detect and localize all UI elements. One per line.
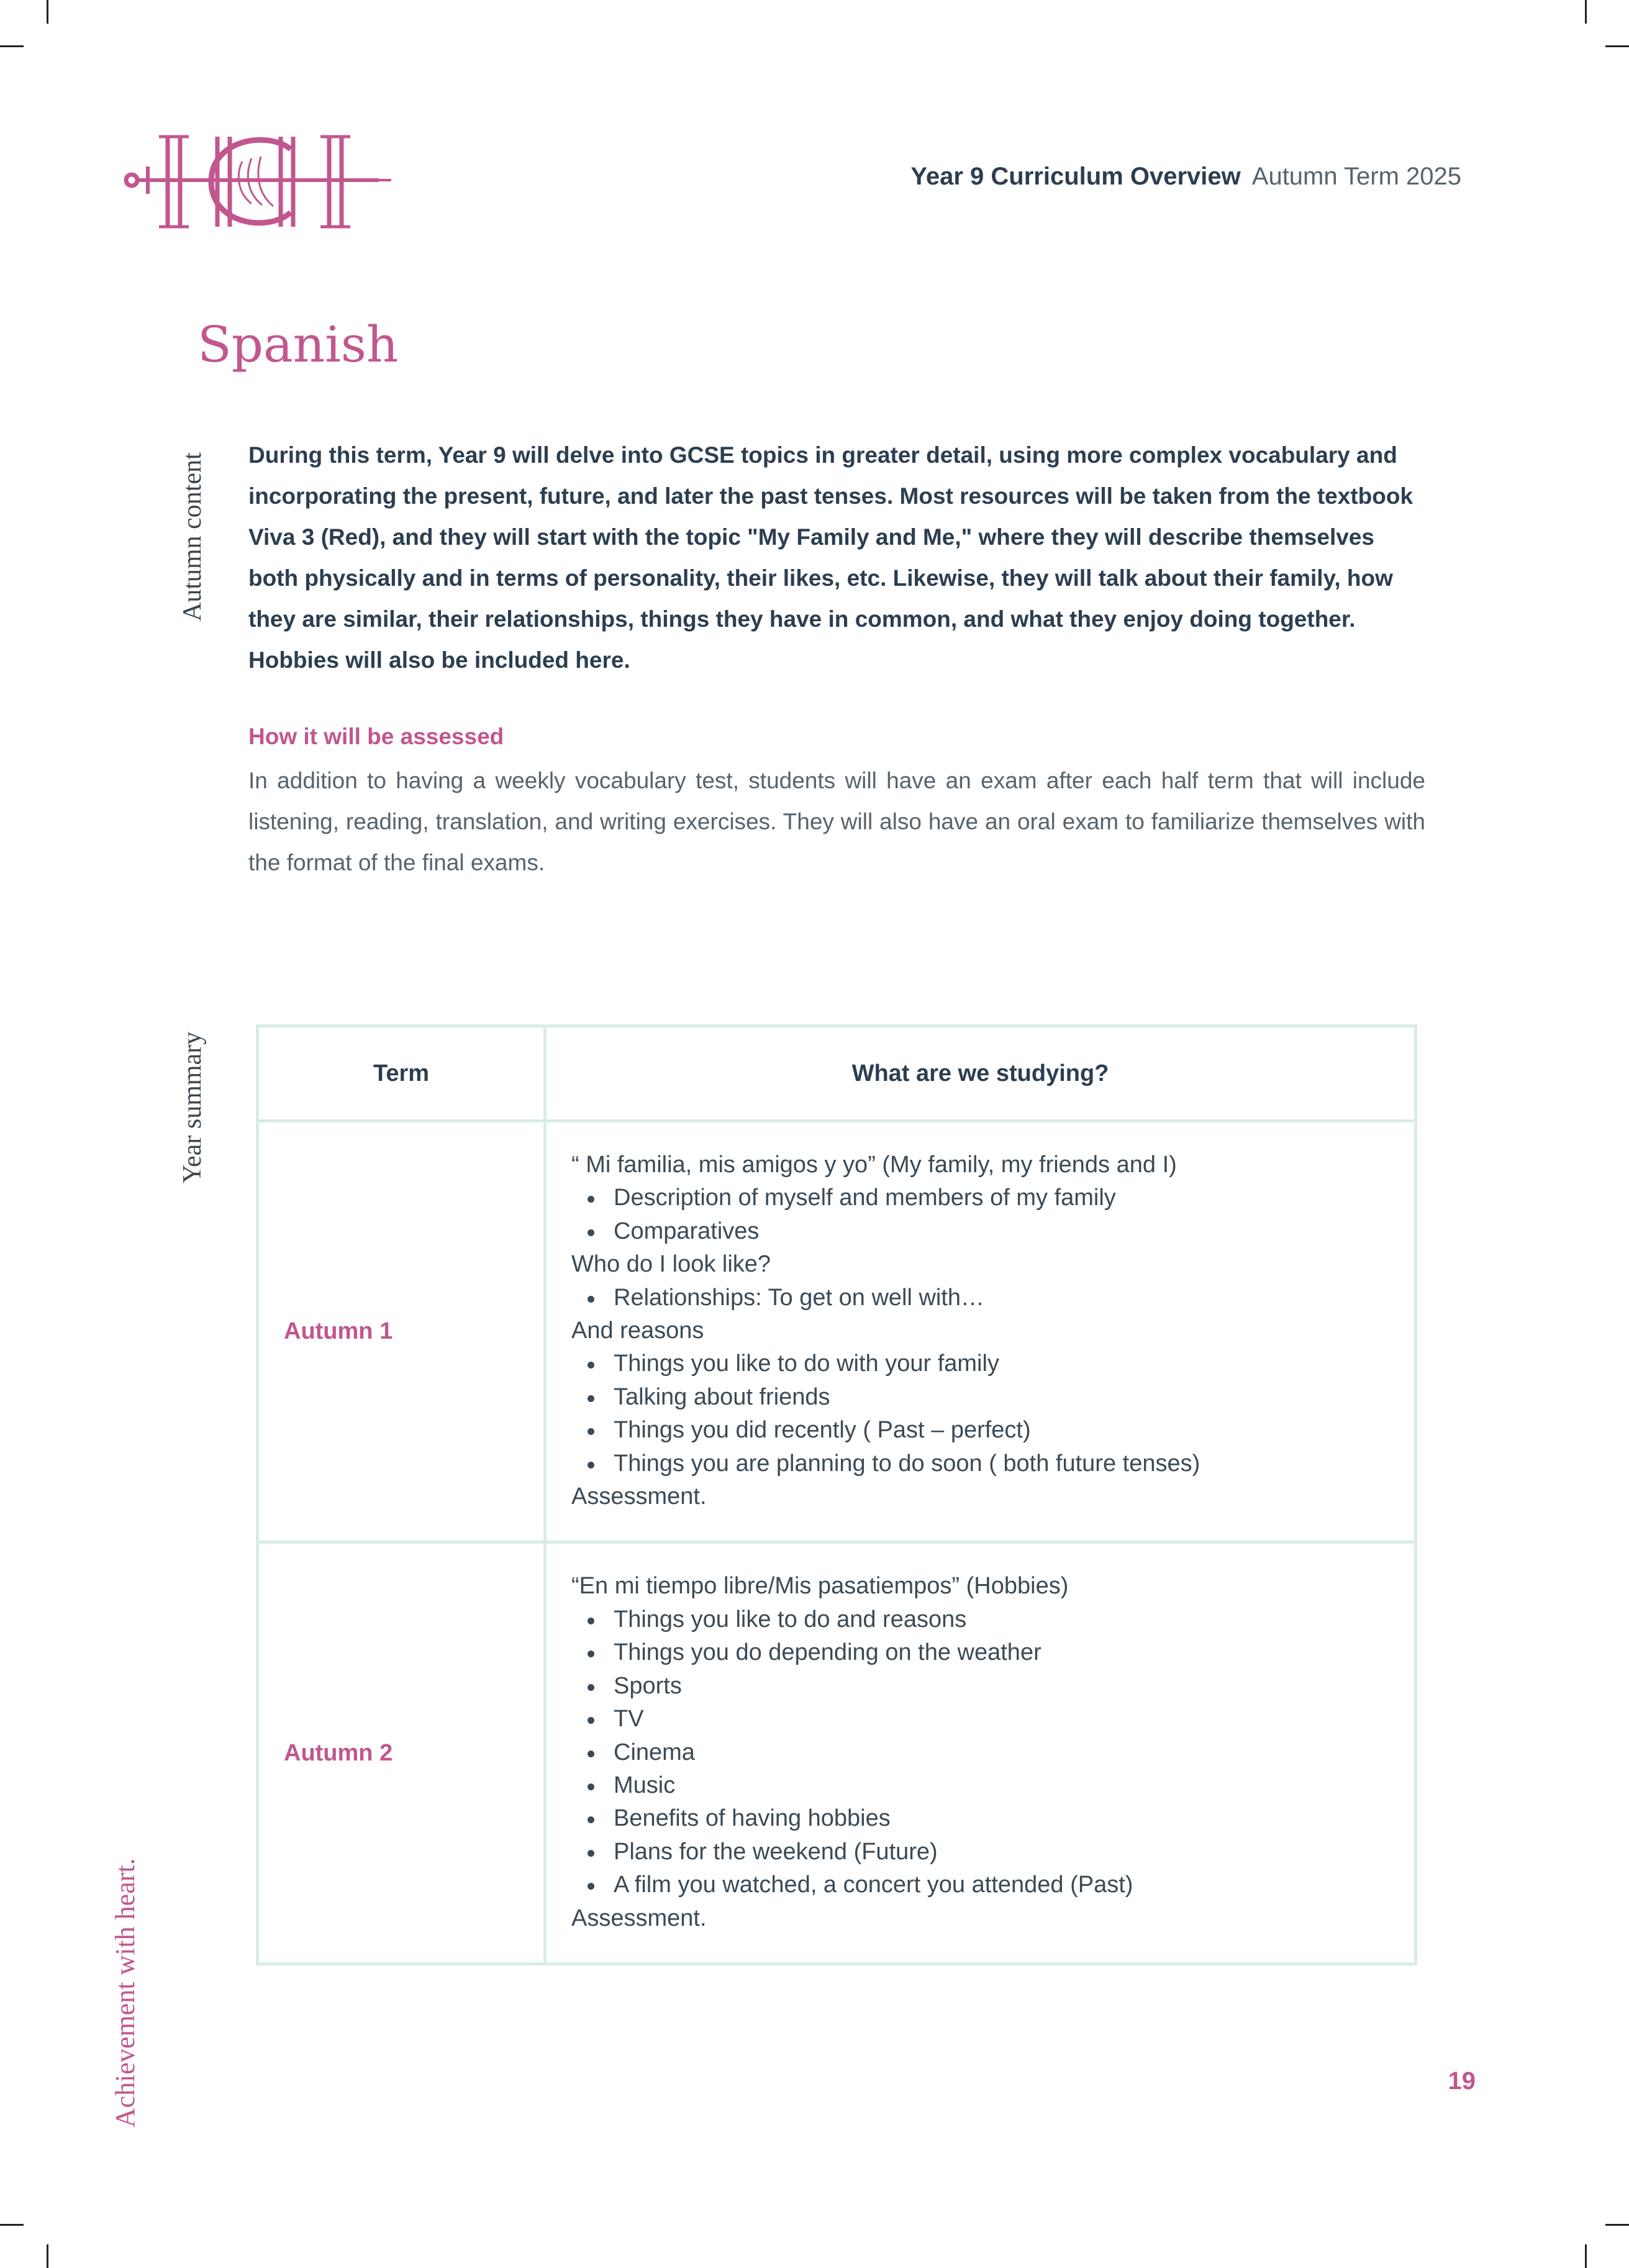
assessment-heading: How it will be assessed <box>248 724 504 749</box>
list-item: Talking about friends <box>571 1381 1395 1414</box>
page-number: 19 <box>1448 2067 1476 2095</box>
topic-title: “ Mi familia, mis amigos y yo” (My family, my friends and I) <box>571 1152 1177 1178</box>
term-cell: Autumn 2 <box>258 1542 545 1964</box>
list-item: Things you like to do and reasons <box>571 1603 1395 1636</box>
crop-mark <box>1605 2224 1629 2226</box>
list-item: Comparatives <box>571 1215 1395 1248</box>
assessment-line: Assessment. <box>571 1483 707 1510</box>
list-item: Description of myself and members of my family <box>571 1182 1395 1214</box>
autumn-content-label: Autumn content <box>178 452 207 621</box>
assessment-line: Assessment. <box>571 1905 707 1931</box>
crop-mark <box>0 2224 24 2226</box>
page-title: Spanish <box>197 316 399 373</box>
list-item: Plans for the weekend (Future) <box>571 1836 1395 1869</box>
list-item: Cinema <box>571 1736 1395 1769</box>
list-item: Music <box>571 1769 1395 1802</box>
term-cell: Autumn 1 <box>258 1121 545 1542</box>
topic-title: “En mi tiempo libre/Mis pasatiempos” (Hobbies) <box>571 1573 1069 1600</box>
list-item: Things you do depending on the weather <box>571 1636 1395 1669</box>
table-header-row <box>258 1026 1416 1121</box>
list-item: TV <box>571 1703 1395 1736</box>
list-item: Things you are planning to do soon ( both future tenses) <box>571 1447 1395 1480</box>
school-logo <box>118 124 391 236</box>
content-cell <box>545 1542 1416 1964</box>
bullet-list <box>571 1282 1395 1314</box>
term-column-header: Term <box>258 1026 545 1121</box>
table-row <box>258 1121 1416 1542</box>
year-summary-label: Year summary <box>178 1031 207 1183</box>
list-item: Benefits of having hobbies <box>571 1802 1395 1835</box>
header-title: Year 9 Curriculum Overview <box>910 163 1241 190</box>
list-item: Things you did recently ( Past – perfect) <box>571 1414 1395 1447</box>
list-item: A film you watched, a concert you attended (Past) <box>571 1869 1395 1901</box>
intro-paragraph: During this term, Year 9 will delve into GCSE topics in greater detail, using more complex vocabulary and incorporating the present, future, and later the past tenses. Most resources will be taken from the textbook Viva 3 (Red), and they will start with the topic "My Family and Me," where they will describe themselves both physically and in terms of personality, their likes, etc. Likewise, they will talk about their family, how they are similar, their relationships, things they have in common, and what they enjoy doing together. Hobbies will also be included here. <box>248 442 1413 673</box>
assessment-paragraph: In addition to having a weekly vocabulary test, students will have an exam after each half term that will include listening, reading, translation, and writing exercises. They will also have an oral exam to familiarize themselves with the format of the final exams. <box>248 768 1425 875</box>
table-row <box>258 1542 1416 1964</box>
list-item: Relationships: To get on well with… <box>571 1282 1395 1314</box>
crop-mark <box>1585 2244 1587 2268</box>
crop-mark <box>1605 45 1629 47</box>
curriculum-table <box>256 1024 1417 1965</box>
crop-mark <box>1585 0 1587 24</box>
list-item: Sports <box>571 1670 1395 1703</box>
bullet-list <box>571 1603 1395 1902</box>
motto-label: Achievement with heart. <box>110 1858 140 2128</box>
header-term: Autumn Term 2025 <box>1251 163 1461 190</box>
crop-mark <box>47 0 48 24</box>
subtopic-line: And reasons <box>571 1318 704 1344</box>
bullet-list <box>571 1182 1395 1248</box>
crop-mark <box>0 45 24 47</box>
crop-mark <box>47 2244 48 2268</box>
bullet-list <box>571 1347 1395 1480</box>
content-cell <box>545 1121 1416 1542</box>
list-item: Things you like to do with your family <box>571 1347 1395 1380</box>
page-header <box>910 163 1461 191</box>
content-column-header: What are we studying? <box>545 1026 1416 1121</box>
subtopic-line: Who do I look like? <box>571 1251 771 1278</box>
